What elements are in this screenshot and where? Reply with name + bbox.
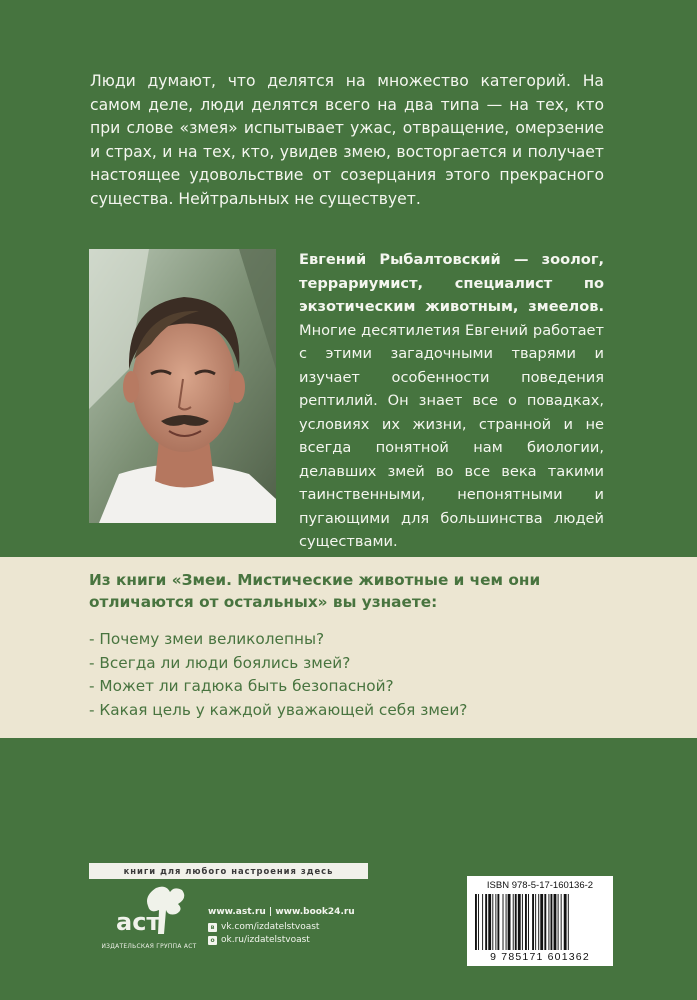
barcode-box (467, 876, 613, 966)
barcode-bar (525, 894, 527, 950)
barcode-bar (540, 894, 543, 950)
barcode-bar (544, 894, 546, 950)
intro-paragraph: Люди думают, что делятся на множество категорий. На самом деле, люди делятся всего на два типа — на тех, кто при слове «змея» испытывает ужас, отвращение, омерзение и страх, и на тех, кто, увидев змею, восторгается и получает настоящее удовольствие от созерцания этого прекрасного существа. Нейтральных не существует. (90, 72, 604, 208)
barcode-bar (515, 894, 517, 950)
barcode-bar (518, 894, 521, 950)
book-info-title: Из книги «Змеи. Мистические животные и чем они отличаются от остальных» вы узнаете: (89, 571, 541, 611)
isbn-label: ISBN 978-5-17-160136-2 (486, 880, 594, 891)
barcode-bar (506, 894, 507, 950)
question-list (89, 628, 609, 722)
barcode-bar (532, 894, 534, 950)
barcode-bar (548, 894, 549, 950)
barcode-bar (475, 894, 477, 950)
author-photo (89, 249, 276, 523)
barcode-bar (561, 894, 562, 950)
barcode-bar (478, 894, 479, 950)
barcode-bar (564, 894, 567, 950)
barcode-bar (554, 894, 557, 950)
barcode-bar (522, 894, 523, 950)
barcode-bar (535, 894, 536, 950)
vk-link[interactable]: vk.com/izdatelstvoast (221, 922, 320, 932)
barcode-bar (528, 894, 529, 950)
author-bio (299, 248, 604, 554)
logo-text: аст (116, 908, 161, 936)
barcode-bar (503, 894, 504, 950)
barcode-bar (568, 894, 569, 950)
website-links[interactable]: www.ast.ru | www.book24.ru (208, 907, 355, 917)
barcode-bar (495, 894, 496, 950)
list-item: - Какая цель у каждой уважающей себя змеи? (89, 700, 468, 719)
publisher-links (208, 906, 355, 947)
list-item: - Всегда ли люди боялись змей? (89, 653, 351, 672)
barcode-bar (550, 894, 552, 950)
barcode-bar (538, 894, 539, 950)
ok-link[interactable]: ok.ru/izdatelstvoast (221, 935, 310, 945)
tagline-banner: книги для любого настроения здесь (89, 863, 368, 879)
list-item: - Почему змеи великолепны? (89, 630, 325, 648)
barcode-digits: 9 785171 601362 (490, 951, 590, 963)
vk-link-row[interactable] (208, 921, 355, 934)
ok-icon: о (208, 936, 217, 945)
vk-icon: в (208, 923, 217, 932)
barcode-bar (513, 894, 514, 950)
barcode-bar (488, 894, 491, 950)
author-bio-lead: Евгений Рыбалтовский — зоолог, террариумист, специалист по экзотическим животным, змеелов. (299, 251, 604, 315)
barcode-bar (485, 894, 487, 950)
ok-link-row[interactable] (208, 934, 355, 947)
barcode-bar (558, 894, 559, 950)
barcode-bar (508, 894, 511, 950)
author-bio-text: Многие десятилетия Евгений работает с этими загадочными тварями и изучает особенности поведения рептилий. Он знает все о повадках, условиях их жизни, странной и не всегда понятной нам биологии, делавших змей во все века такими таинственными, непонятными и пугающими для большинства людей существами. (299, 321, 604, 550)
barcode-bar (497, 894, 499, 950)
barcode-bar (492, 894, 493, 950)
list-item: - Может ли гадюка быть безопасной? (89, 677, 394, 695)
publisher-caption: ИЗДАТЕЛЬСКАЯ ГРУППА АСТ (101, 944, 197, 950)
barcode-bar (482, 894, 483, 950)
barcode-icon (473, 894, 607, 952)
